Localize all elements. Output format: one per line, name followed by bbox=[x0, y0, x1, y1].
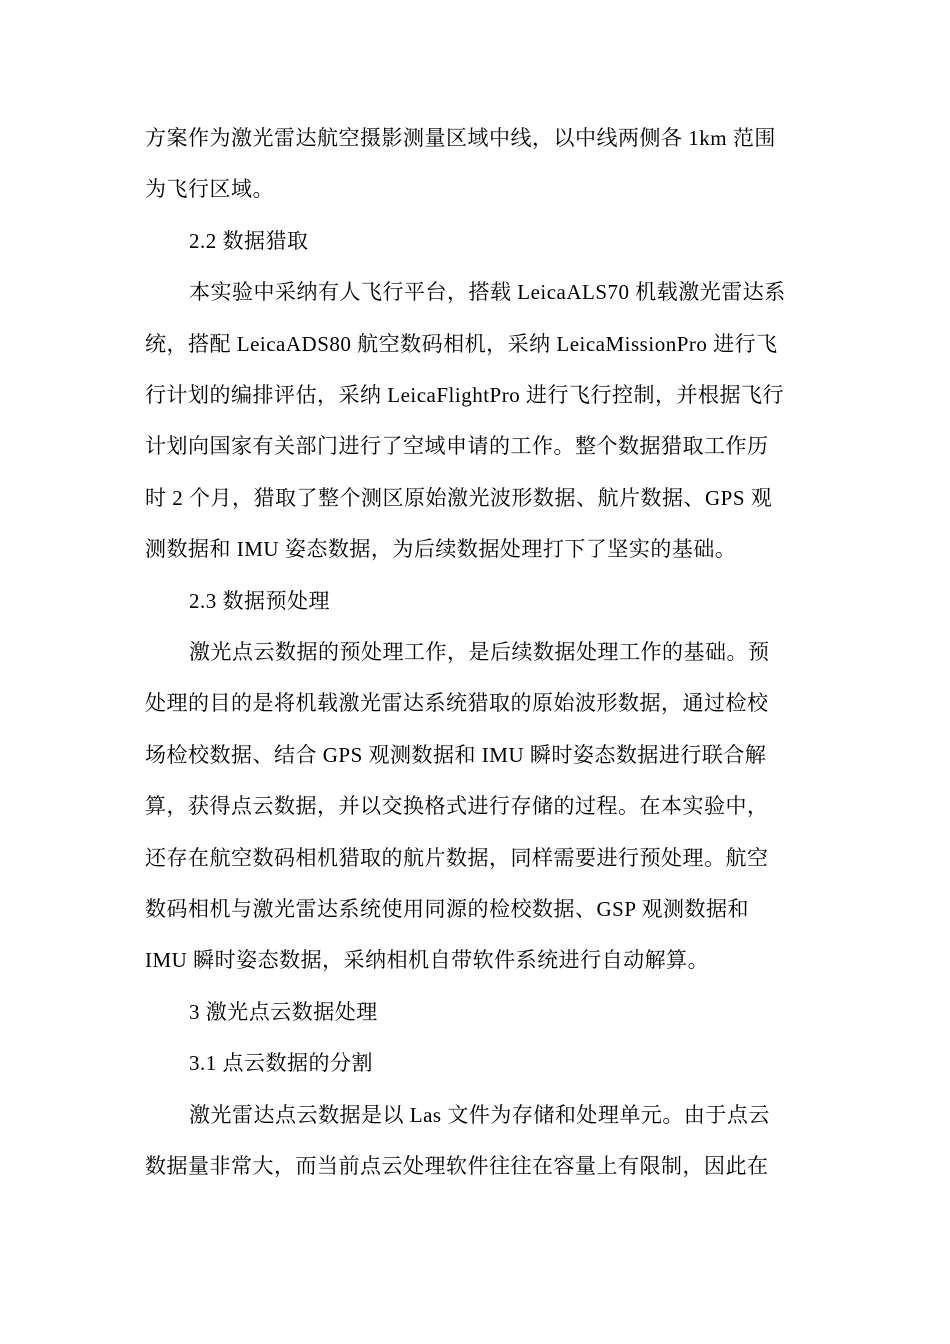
paragraph-line: 算，获得点云数据，并以交换格式进行存储的过程。在本实验中， bbox=[145, 794, 769, 818]
section-heading: 3 激光点云数据处理 bbox=[189, 1000, 378, 1024]
section-heading: 3.1 点云数据的分割 bbox=[189, 1051, 373, 1075]
section-heading: 2.3 数据预处理 bbox=[189, 589, 330, 613]
paragraph-line: 统，搭配 LeicaADS80 航空数码相机，采纳 LeicaMissionPro 进行飞 bbox=[145, 332, 778, 356]
section-heading: 2.2 数据猎取 bbox=[189, 229, 309, 253]
paragraph-line: 本实验中采纳有人飞行平台，搭载 LeicaALS70 机载激光雷达系 bbox=[189, 280, 786, 304]
paragraph-line: 场检校数据、结合 GPS 观测数据和 IMU 瞬时姿态数据进行联合解 bbox=[145, 743, 767, 767]
paragraph-line: 还存在航空数码相机猎取的航片数据，同样需要进行预处理。航空 bbox=[145, 846, 769, 870]
paragraph-line: 计划向国家有关部门进行了空域申请的工作。整个数据猎取工作历 bbox=[145, 434, 769, 458]
paragraph-line: 激光雷达点云数据是以 Las 文件为存储和处理单元。由于点云 bbox=[189, 1103, 770, 1127]
paragraph-line: 数码相机与激光雷达系统使用同源的检校数据、GSP 观测数据和 bbox=[145, 897, 749, 921]
paragraph-line: 行计划的编排评估，采纳 LeicaFlightPro 进行飞行控制，并根据飞行 bbox=[145, 383, 784, 407]
paragraph-line: 测数据和 IMU 姿态数据，为后续数据处理打下了坚实的基础。 bbox=[145, 537, 737, 561]
paragraph-line: 方案作为激光雷达航空摄影测量区域中线，以中线两侧各 1km 范围 bbox=[145, 126, 776, 150]
paragraph-line: 数据量非常大，而当前点云处理软件往往在容量上有限制，因此在 bbox=[145, 1154, 769, 1178]
paragraph-line: 激光点云数据的预处理工作，是后续数据处理工作的基础。预 bbox=[189, 640, 770, 664]
paragraph-line: IMU 瞬时姿态数据，采纳相机自带软件系统进行自动解算。 bbox=[145, 948, 710, 972]
paragraph-line: 为飞行区域。 bbox=[145, 177, 274, 201]
paragraph-line: 时 2 个月，猎取了整个测区原始激光波形数据、航片数据、GPS 观 bbox=[145, 486, 773, 510]
paragraph-line: 处理的目的是将机载激光雷达系统猎取的原始波形数据，通过检校 bbox=[145, 691, 769, 715]
